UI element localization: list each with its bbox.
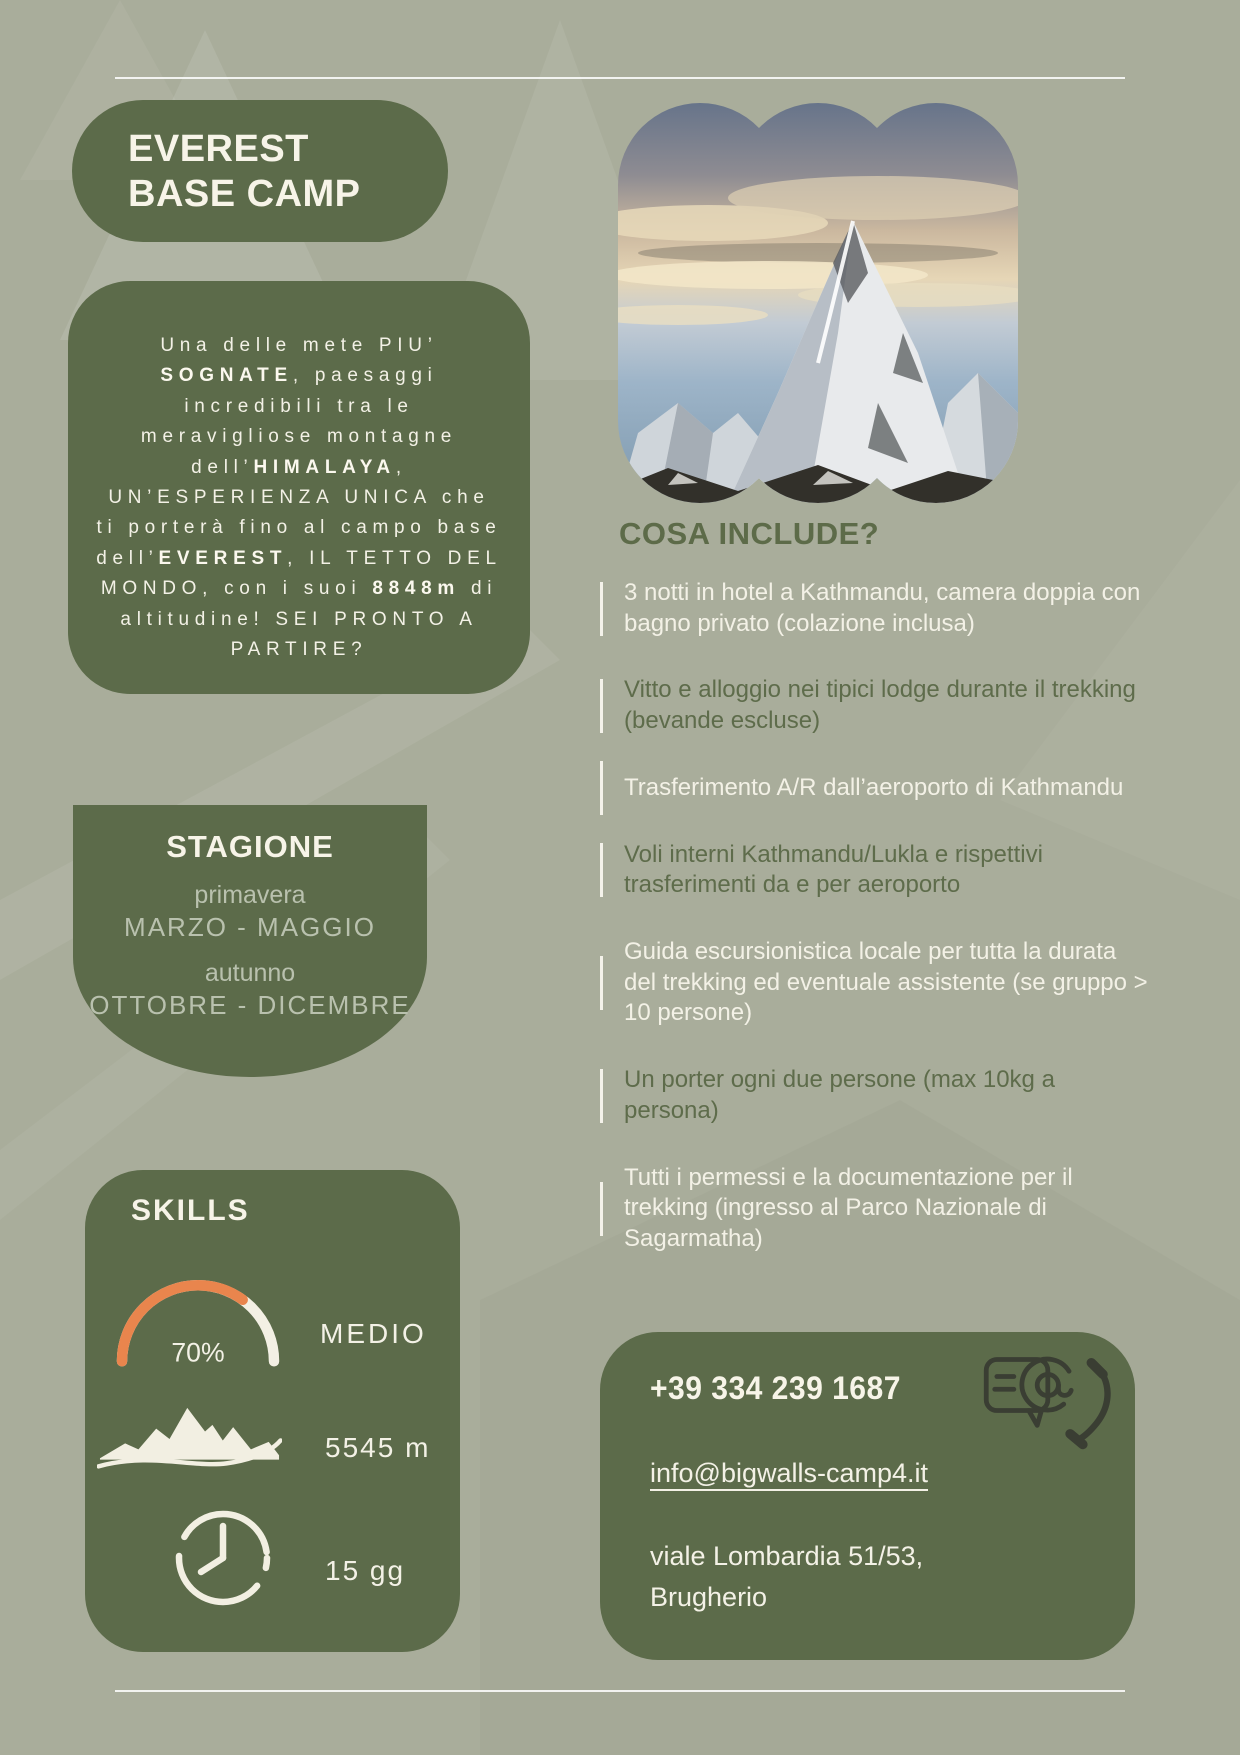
title-pill (72, 100, 448, 242)
season-name: primavera (194, 881, 306, 909)
title-line2: BASE CAMP (128, 172, 361, 215)
address-line1: viale Lombardia 51/53, (650, 1541, 924, 1571)
address (650, 1536, 923, 1617)
include-item: Vitto e alloggio nei tipici lodge durante il trekking (bevande escluse) (600, 675, 1152, 736)
season-heading: STAGIONE (166, 829, 334, 864)
bottom-divider-line (115, 1690, 1125, 1692)
gauge-percent-label: 70% (171, 1337, 225, 1368)
skills-heading: SKILLS (131, 1194, 250, 1227)
difficulty-gauge (103, 1266, 293, 1371)
difficulty-level-label: MEDIO (320, 1318, 427, 1349)
clock-icon (173, 1508, 273, 1608)
contact-channels-icon (982, 1348, 1120, 1456)
intro-box (68, 281, 530, 694)
contact-box (600, 1332, 1135, 1660)
include-item: Trasferimento A/R dall’aeroporto di Kathmandu (600, 773, 1152, 804)
altitude-value: 5545 m (325, 1432, 431, 1463)
include-list (600, 578, 1152, 1291)
include-item: Voli interni Kathmandu/Lukla e rispettivi trasferimenti da e per aeroporto (600, 840, 1152, 901)
include-heading: COSA INCLUDE? (619, 516, 880, 551)
mountain-icon (97, 1390, 282, 1482)
address-line2: Brugherio (650, 1581, 768, 1612)
season-box (73, 805, 427, 1077)
intro-text: Una delle mete PIU’ SOGNATE, paesaggi incredibili tra le meravigliose montagne dell’HIMALAYA, UN’ESPERIENZA UNICA che ti porterà fino al campo base dell’EVEREST, IL TETTO DEL MONDO, con i suoi 8848m di altitudine! SEI PRONTO A PARTIRE? (96, 335, 502, 660)
mountain-photo (618, 103, 1018, 503)
season-range: OTTOBRE - DICEMBRE (89, 990, 411, 1020)
title-line1: EVEREST (128, 128, 309, 170)
include-item: Guida escursionistica locale per tutta la durata del trekking ed eventuale assistente (se gruppo > 10 persone) (600, 937, 1152, 1029)
top-divider-line (115, 77, 1125, 79)
phone-number: +39 334 239 1687 (650, 1370, 901, 1406)
page-title (72, 100, 448, 217)
include-item: Un porter ogni due persone (max 10kg a persona) (600, 1065, 1152, 1126)
skills-box (85, 1170, 460, 1652)
season-name: autunno (204, 959, 296, 987)
season-range: MARZO - MAGGIO (124, 912, 376, 942)
season-entries (73, 881, 427, 1021)
email-link[interactable]: info@bigwalls-camp4.it (650, 1458, 929, 1488)
duration-value: 15 gg (325, 1555, 406, 1586)
include-item: Tutti i permessi e la documentazione per il trekking (ingresso al Parco Nazionale di Sagarmatha) (600, 1163, 1152, 1255)
include-item: 3 notti in hotel a Kathmandu, camera doppia con bagno privato (colazione inclusa) (600, 578, 1152, 639)
